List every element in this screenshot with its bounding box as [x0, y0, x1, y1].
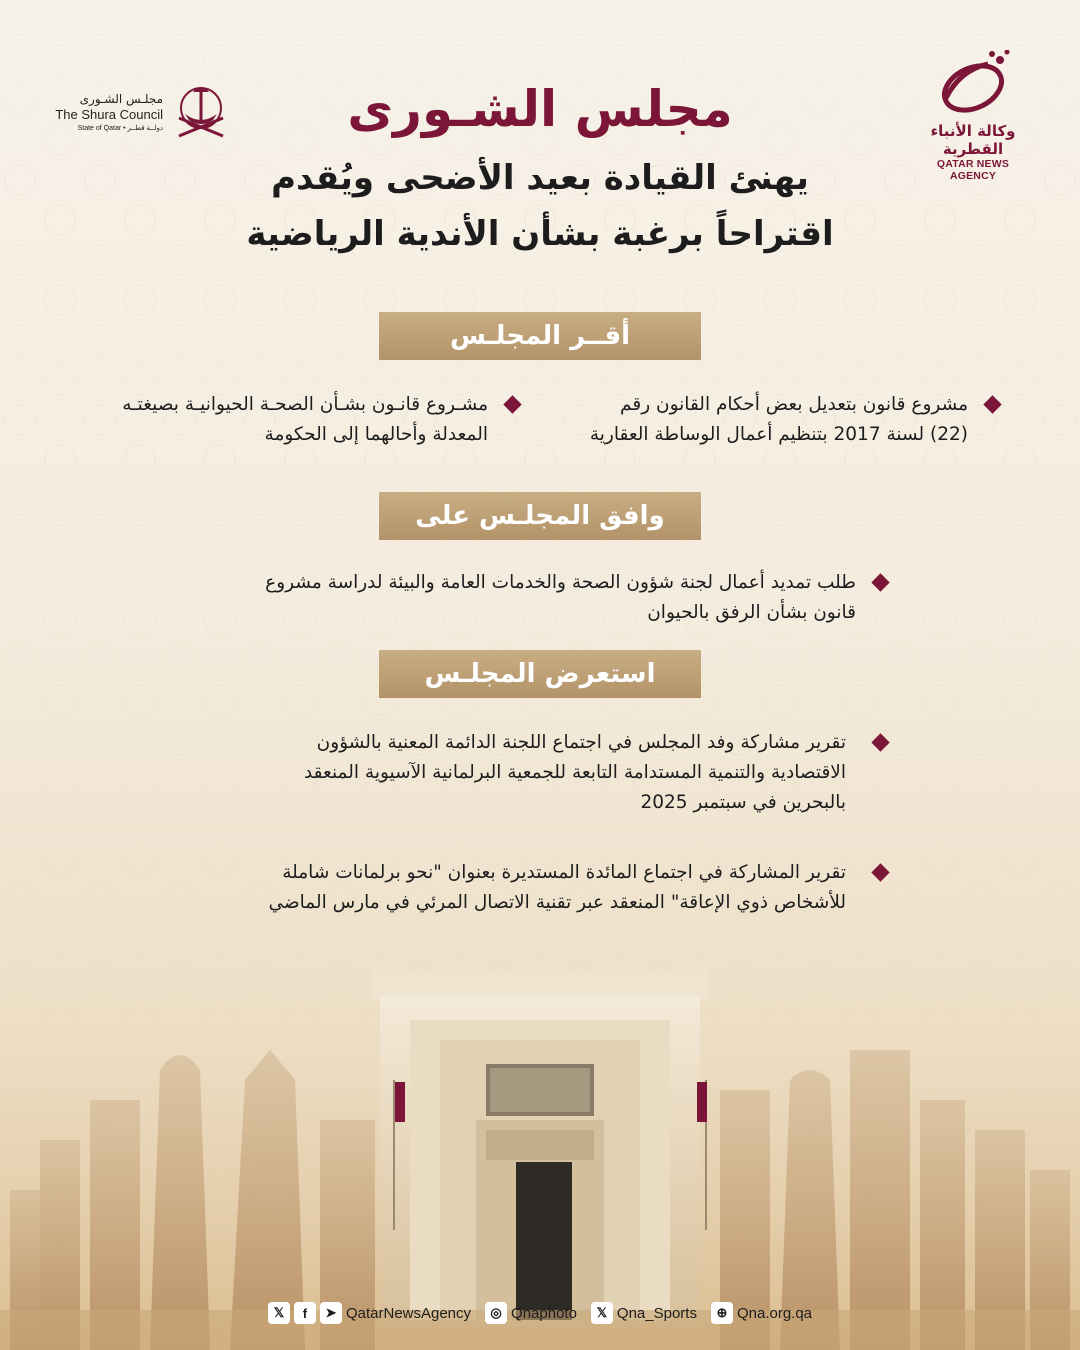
list-item: [548, 390, 968, 450]
website-link[interactable]: Qna.org.qa: [736, 1304, 813, 1322]
list-item: [48, 390, 488, 450]
x-icon[interactable]: 𝕏: [268, 1302, 290, 1324]
item-line: (22) لسنة 2017 بتنظيم أعمال الوساطة العقارية: [589, 424, 968, 445]
item-line: تقرير مشاركة وفد المجلس في اجتماع اللجنة الدائمة المعنية بالشؤون: [316, 732, 846, 753]
item-line: قانون بشأن الرفق بالحيوان: [647, 602, 856, 623]
telegram-icon[interactable]: ➤: [320, 1302, 342, 1324]
item-line: بالبحرين في سبتمبر 2025: [640, 792, 846, 813]
social-handle-photo[interactable]: Qnaphoto: [511, 1304, 577, 1322]
item-line: طلب تمديد أعمال لجنة شؤون الصحة والخدمات العامة والبيئة لدراسة مشروع: [265, 572, 856, 593]
globe-icon[interactable]: ⊕: [711, 1302, 733, 1324]
section-header-approved: أقــر المجلـس: [379, 312, 701, 360]
page-title: مجلس الشـورى: [347, 80, 733, 138]
social-group-site: [711, 1302, 812, 1324]
social-group-photo: [485, 1302, 577, 1324]
qna-name-ar: وكالة الأنباء القطرية: [930, 122, 1016, 158]
social-handle-sports[interactable]: Qna_Sports: [616, 1304, 697, 1322]
shura-state: State of Qatar • دولــة قطــر: [77, 125, 163, 132]
shura-name-en: The Shura Council: [55, 107, 163, 122]
list-item: [166, 858, 846, 918]
shura-name-ar: مجلـس الشـورى: [79, 92, 163, 106]
shura-building-illustration: [0, 930, 1080, 1350]
item-line: المعدلة وأحالهما إلى الحكومة: [264, 424, 488, 445]
section-header-reviewed: استعرض المجلـس: [379, 650, 701, 698]
list-item: [166, 728, 846, 818]
qna-name-en: QATAR NEWS AGENCY: [936, 158, 1010, 182]
social-group-sports: [591, 1302, 697, 1324]
x-icon[interactable]: 𝕏: [591, 1302, 613, 1324]
subtitle-line-1: يهنئ القيادة بعيد الأضحى ويُقدم: [271, 158, 809, 198]
item-line: تقرير المشاركة في اجتماع المائدة المستديرة بعنوان "نحو برلمانات شاملة: [282, 862, 846, 883]
item-line: الاقتصادية والتنمية المستدامة التابعة للجمعية البرلمانية الآسيوية المنعقد: [303, 762, 846, 783]
list-item: [156, 568, 856, 628]
social-footer: [0, 1298, 1080, 1328]
item-line: للأشخاص ذوي الإعاقة" المنعقد عبر تقنية الاتصال المرئي في مارس الماضي: [268, 892, 846, 913]
item-line: مشروع قانون بتعديل بعض أحكام القانون رقم: [620, 394, 968, 415]
facebook-icon[interactable]: f: [294, 1302, 316, 1324]
social-group-main: [268, 1302, 471, 1324]
item-line: مشـروع قانـون بشـأن الصحـة الحيوانيـة بصيغتـه: [122, 394, 488, 415]
social-handle-main[interactable]: QatarNewsAgency: [345, 1304, 472, 1322]
instagram-icon[interactable]: ◎: [485, 1302, 507, 1324]
subtitle-line-2: اقتراحاً برغبة بشأن الأندية الرياضية: [246, 214, 834, 254]
section-header-agreed: وافق المجلـس على: [379, 492, 701, 540]
